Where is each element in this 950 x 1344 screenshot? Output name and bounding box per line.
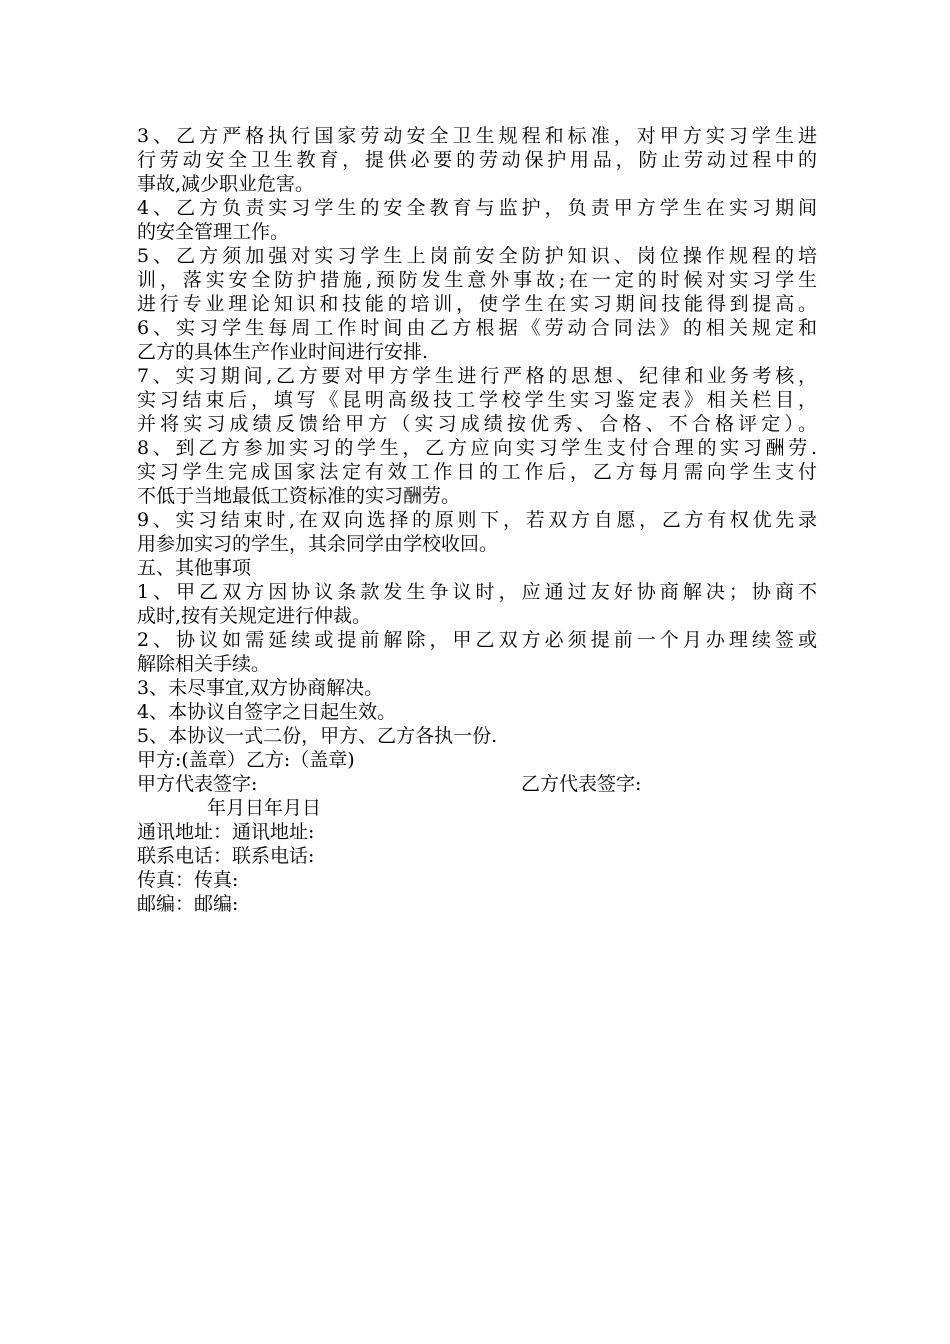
other-item-2 [137,628,817,676]
clause-line: 6、实习学生每周工作时间由乙方根据《劳动合同法》的相关规定和 [137,317,817,339]
other-item-4 [137,700,817,724]
fax-line: 传真：传真: [137,869,239,891]
clause-line: 实习结束后，填写《昆明高级技工学校学生实习鉴定表》相关栏目， [137,389,817,411]
phone-line: 联系电话：联系电话: [137,845,315,867]
clause-8 [137,436,817,508]
clause-line: 3、乙方严格执行国家劳动安全卫生规程和标准，对甲方实习学生进 [137,125,817,147]
clause-list [137,124,817,556]
clause-9 [137,508,817,556]
clause-line: 1、甲乙双方因协议条款发生争议时，应通过友好协商解决；协商不 [137,581,817,603]
clause-line: 实习学生完成国家法定有效工作日的工作后，乙方每月需向学生支付 [137,461,817,483]
clause-line: 并将实习成绩反馈给甲方（实习成绩按优秀、合格、不合格评定）。 [137,413,817,435]
clause-line: 事故,减少职业危害。 [137,173,315,195]
clause-line: 5、本协议一式二份，甲方、乙方各执一份. [137,725,498,747]
clause-line: 进行专业理论知识和技能的培训，使学生在实习期间技能得到提高。 [137,293,817,315]
clause-5 [137,244,817,316]
party-b-rep-label: 乙方代表签字: [521,773,642,795]
document-page [137,124,817,916]
section-other-matters [137,556,817,748]
clause-line: 3、未尽事宜,双方协商解决。 [137,677,384,699]
clause-line: 5、乙方须加强对实习学生上岗前安全防护知识、岗位操作规程的培 [137,245,817,267]
clause-line: 行劳动安全卫生教育，提供必要的劳动保护用品，防止劳动过程中的 [137,149,817,171]
clause-3 [137,124,817,196]
postcode-line: 邮编：邮编: [137,893,239,915]
clause-4 [137,196,817,244]
clause-line: 7、实习期间,乙方要对甲方学生进行严格的思想、纪律和业务考核， [137,365,817,387]
clause-line: 不低于当地最低工资标准的实习酬劳。 [137,485,461,507]
address-line: 通讯地址：通讯地址: [137,821,315,843]
section-heading: 五、其他事项 [137,557,252,579]
clause-line: 4、乙方负责实习学生的安全教育与监护，负责甲方学生在实习期间 [137,197,817,219]
date-line: 年月日年月日 [207,797,322,819]
clause-line: 训，落实安全防护措施,预防发生意外事故;在一定的时候对实习学生 [137,269,817,291]
clause-line: 9、实习结束时,在双向选择的原则下，若双方自愿，乙方有权优先录 [137,509,817,531]
clause-6 [137,316,817,364]
other-item-5 [137,724,817,748]
clause-line: 2、协议如需延续或提前解除，甲乙双方必须提前一个月办理续签或 [137,629,817,651]
clause-line: 8、到乙方参加实习的学生，乙方应向实习学生支付合理的实习酬劳. [137,437,817,459]
clause-7 [137,364,817,436]
clause-line: 用参加实习的学生，其余同学由学校收回。 [137,533,499,555]
clause-line: 解除相关手续。 [137,653,271,675]
other-item-1 [137,580,817,628]
clause-line: 乙方的具体生产作业时间进行安排. [137,341,429,363]
clause-line: 的安全管理工作。 [137,221,290,243]
seal-line: 甲方:(盖章）乙方:（盖章) [137,749,355,771]
clause-line: 成时,按有关规定进行仲裁。 [137,605,372,627]
party-a-rep-label: 甲方代表签字: [137,773,258,795]
signature-block [137,748,817,916]
other-item-3 [137,676,817,700]
clause-line: 4、本协议自签字之日起生效。 [137,701,397,723]
representative-signature-row [137,772,817,796]
